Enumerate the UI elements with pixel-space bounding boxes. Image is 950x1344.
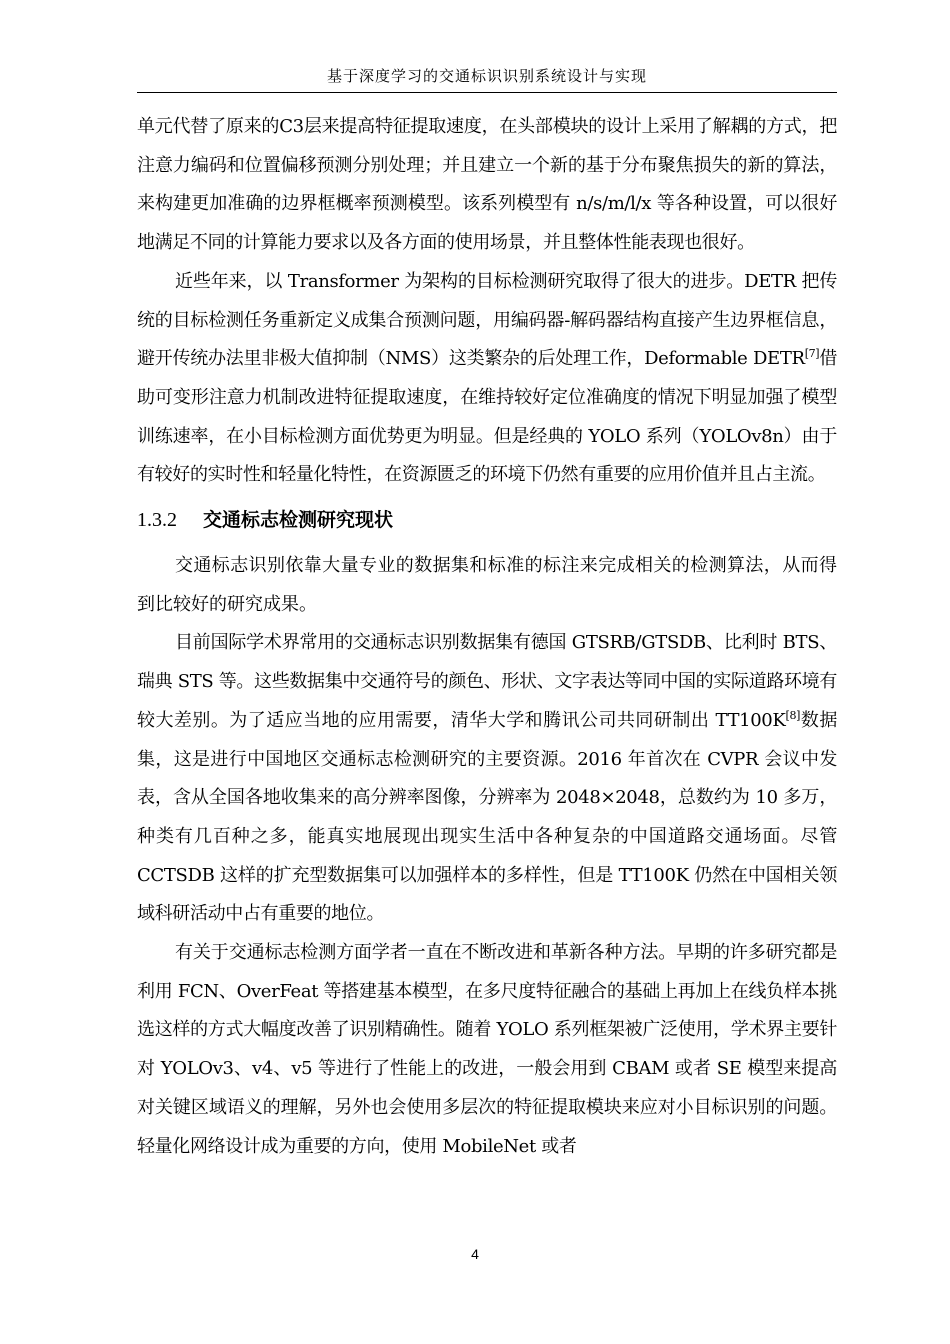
paragraph-datasets (137, 624, 837, 934)
page-number: 4 (471, 1246, 479, 1262)
paragraph-datasets-part1: 目前国际学术界常用的交通标志识别数据集有德国 GTSRB/GTSDB、比利时 BTS、瑞典 STS 等。这些数据集中交通符号的颜色、形状、文字表达等同中国的实际道路环境有较大差别。为了适应当地的应用需要，清华大学和腾讯公司共同研制出 TT100K (137, 632, 837, 731)
paragraph-detr-part1: 近些年来，以 Transformer 为架构的目标检测研究取得了很大的进步。DETR 把传统的目标检测任务重新定义成集合预测问题，用编码器-解码器结构直接产生边界框信息，避开传统办法里非极大值抑制（NMS）这类繁杂的后处理工作，Deformable DETR (137, 270, 837, 370)
running-header: 基于深度学习的交通标识识别系统设计与实现 (326, 67, 647, 85)
paragraph-detr (137, 263, 837, 495)
header-rule (137, 92, 837, 93)
citation-8[interactable]: [8] (785, 708, 801, 722)
section-number: 1.3.2 (137, 509, 177, 532)
citation-7[interactable]: [7] (804, 347, 820, 361)
paragraph-methods: 有关于交通标志检测方面学者一直在不断改进和革新各种方法。早期的许多研究都是利用 FCN、OverFeat 等搭建基本模型，在多尺度特征融合的基础上再加上在线负样本挑选这样的方式大幅度改善了识别精确性。随着 YOLO 系列框架被广泛使用，学术界主要针对 YOLOv3、v4、v5 等进行了性能上的改进，一般会用到 CBAM 或者 SE 模型来提高对关键区域语义的理解，另外也会使用多层次的特征提取模块来应对小目标识别的问题。轻量化网络设计成为重要的方向，使用 MobileNet 或者 (137, 942, 837, 1157)
paragraph-detr-part2: 借助可变形注意力机制改进特征提取速度，在维持较好定位准确度的情况下明显加强了模型训练速率，在小目标检测方面优势更为明显。但是经典的 YOLO 系列（YOLOv8n）由于有较好的实时性和轻量化特性，在资源匮乏的环境下仍然有重要的应用价值并且占主流。 (137, 348, 837, 486)
paragraph-datasets-part2: 数据集，这是进行中国地区交通标志检测研究的主要资源。2016 年首次在 CVPR 会议中发表，含从全国各地收集来的高分辨率图像，分辨率为 2048×2048，总数约为 10 多万，种类有几百种之多，能真实地展现出现实生活中各种复杂的中国道路交通场面。尽管 CCTSDB 这样的扩充型数据集可以加强样本的多样性，但是 TT100K 仍然在中国相关领域科研活动中占有重要的地位。 (137, 709, 837, 925)
paragraph-intro: 交通标志识别依靠大量专业的数据集和标准的标注来完成相关的检测算法，从而得到比较好的研究成果。 (137, 555, 837, 615)
section-heading (137, 501, 837, 539)
section-title: 交通标志检测研究现状 (203, 509, 394, 532)
paragraph-continued: 单元代替了原来的C3层来提高特征提取速度，在头部模块的设计上采用了解耦的方式，把注意力编码和位置偏移预测分别处理；并且建立一个新的基于分布聚焦损失的新的算法，来构建更加准确的边界框概率预测模型。该系列模型有 n/s/m/l/x 等各种设置，可以很好地满足不同的计算能力要求以及各方面的使用场景，并且整体性能表现也很好。 (137, 116, 837, 254)
body-text (137, 108, 837, 1166)
